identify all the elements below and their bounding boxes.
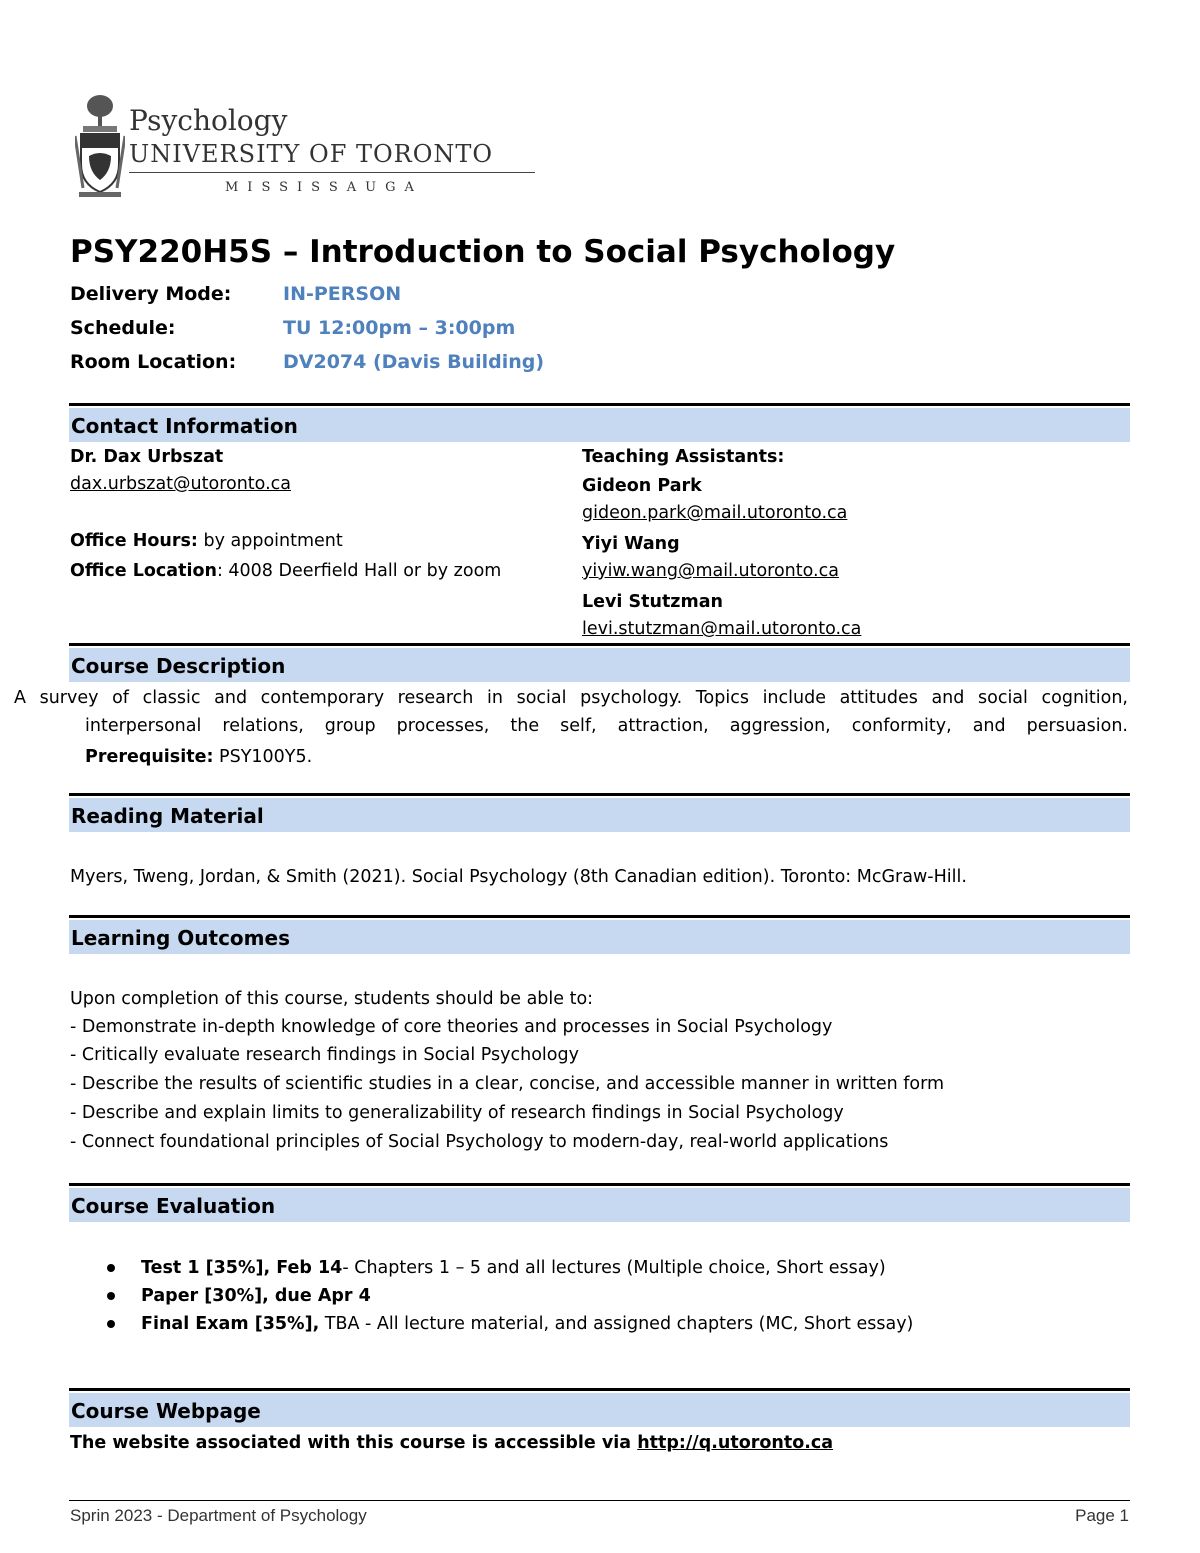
prerequisite-value: PSY100Y5.: [213, 747, 313, 767]
ta-name: Gideon Park: [582, 476, 702, 496]
office-location-value: : 4008 Deerfield Hall or by zoom: [216, 561, 502, 581]
office-hours: [70, 529, 343, 553]
page-number: Page 1: [1075, 1506, 1129, 1525]
outcome-item: - Connect foundational principles of Social Psychology to modern-day, real-world applications: [70, 1132, 889, 1152]
webpage-section-header: [69, 1393, 1130, 1427]
outcomes-intro: Upon completion of this course, students should be able to:: [70, 989, 594, 1009]
logo-divider: [129, 172, 535, 173]
ta-heading: Teaching Assistants:: [582, 447, 785, 467]
evaluation-item-title: Test 1 [35%], Feb 14: [141, 1258, 343, 1278]
prerequisite-label: Prerequisite:: [85, 747, 214, 767]
ta-email-link[interactable]: levi.stutzman@mail.utoronto.ca: [582, 619, 862, 639]
logo-department: Psychology: [129, 104, 288, 137]
section-heading: Contact Information: [71, 414, 298, 438]
section-divider: [69, 915, 1130, 918]
evaluation-item-title: Paper [30%], due Apr 4: [141, 1286, 371, 1306]
outcome-item: - Describe and explain limits to generalizability of research findings in Social Psychology: [70, 1103, 844, 1123]
contact-section-header: [69, 408, 1130, 442]
evaluation-item: [141, 1284, 371, 1308]
course-title: PSY220H5S – Introduction to Social Psychology: [70, 234, 896, 270]
evaluation-item: [141, 1256, 886, 1280]
evaluation-item: [141, 1312, 913, 1336]
section-divider: [69, 643, 1130, 646]
office-location-label: Office Location: [70, 561, 217, 581]
room-label: Room Location:: [70, 351, 237, 373]
section-divider: [69, 403, 1130, 406]
reading-citation: Myers, Tweng, Jordan, & Smith (2021). Social Psychology (8th Canadian edition). Toronto: McGraw-Hill.: [70, 867, 967, 887]
prerequisite: [85, 745, 312, 769]
webpage-sentence: The website associated with this course is accessible via: [70, 1433, 638, 1453]
section-divider: [69, 1183, 1130, 1186]
section-heading: Course Evaluation: [71, 1194, 276, 1218]
room-value: DV2074 (Davis Building): [283, 351, 545, 373]
section-divider: [69, 1388, 1130, 1391]
schedule-label: Schedule:: [70, 317, 176, 339]
office-hours-value: by appointment: [203, 531, 343, 551]
bullet-icon: [107, 1292, 115, 1300]
evaluation-item-detail: - Chapters 1 – 5 and all lectures (Multiple choice, Short essay): [342, 1258, 886, 1278]
outcome-item: - Demonstrate in-depth knowledge of core theories and processes in Social Psychology: [70, 1017, 833, 1037]
footer-term: Sprin 2023 - Department of Psychology: [70, 1506, 367, 1525]
outcomes-section-header: [69, 920, 1130, 954]
section-heading: Course Webpage: [71, 1399, 261, 1423]
section-heading: Reading Material: [71, 804, 264, 828]
outcome-item: - Describe the results of scientific studies in a clear, concise, and accessible manner in written form: [70, 1074, 945, 1094]
ta-name: Levi Stutzman: [582, 592, 723, 612]
description-section-header: [69, 648, 1130, 682]
evaluation-item-detail: TBA - All lecture material, and assigned chapters (MC, Short essay): [319, 1314, 914, 1334]
university-logo: [75, 92, 545, 202]
outcome-item: - Critically evaluate research findings in Social Psychology: [70, 1045, 579, 1065]
webpage-text: [70, 1431, 833, 1455]
description-line-1: A survey of classic and contemporary research in social psychology. Topics include attitudes and social cognition,: [14, 688, 1128, 708]
webpage-link[interactable]: http://q.utoronto.ca: [637, 1433, 834, 1453]
evaluation-item-title: Final Exam [35%],: [141, 1314, 320, 1334]
logo-campus: MISSISSAUGA: [225, 180, 423, 195]
ta-email-link[interactable]: gideon.park@mail.utoronto.ca: [582, 503, 848, 523]
office-hours-label: Office Hours:: [70, 531, 198, 551]
instructor-email-link[interactable]: dax.urbszat@utoronto.ca: [70, 474, 291, 494]
section-heading: Course Description: [71, 654, 286, 678]
bullet-icon: [107, 1320, 115, 1328]
ta-name: Yiyi Wang: [582, 534, 680, 554]
logo-university: UNIVERSITY OF TORONTO: [129, 140, 494, 168]
delivery-label: Delivery Mode:: [70, 283, 232, 305]
reading-section-header: [69, 798, 1130, 832]
instructor-name: Dr. Dax Urbszat: [70, 447, 224, 467]
schedule-value: TU 12:00pm – 3:00pm: [283, 317, 516, 339]
section-divider: [69, 793, 1130, 796]
delivery-value: IN-PERSON: [283, 283, 402, 305]
evaluation-section-header: [69, 1188, 1130, 1222]
bullet-icon: [107, 1264, 115, 1272]
section-heading: Learning Outcomes: [71, 926, 290, 950]
office-location: [70, 559, 501, 583]
description-line-2: interpersonal relations, group processes, the self, attraction, aggression, conformity, and persuasion.: [85, 716, 1128, 736]
footer-divider: [69, 1500, 1130, 1501]
crest-icon: [75, 92, 125, 200]
ta-email-link[interactable]: yiyiw.wang@mail.utoronto.ca: [582, 561, 839, 581]
